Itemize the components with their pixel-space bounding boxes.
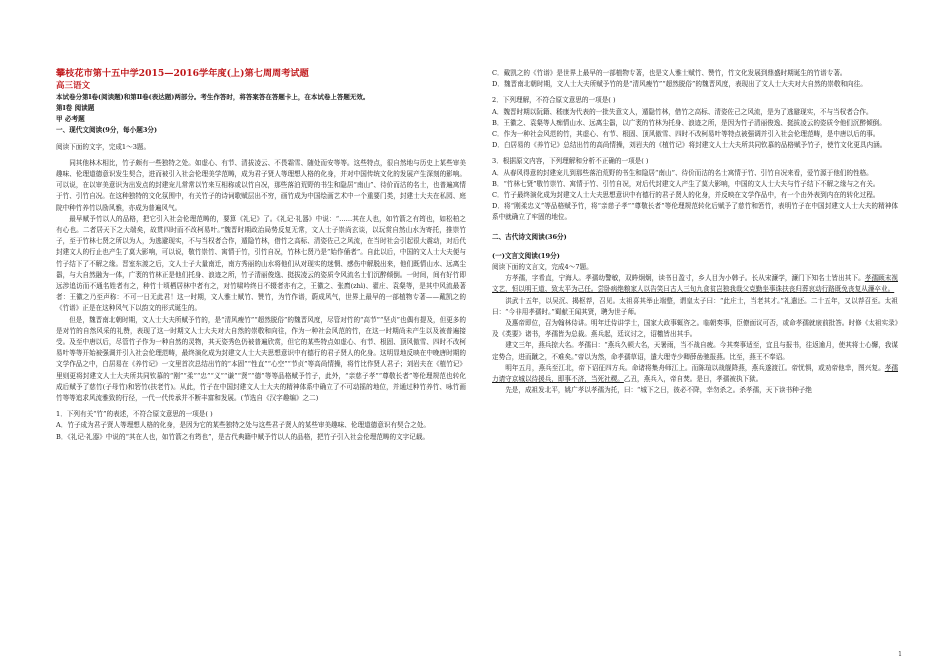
question-2-option-a: A．魏晋时期以阮籍、嵇康为代表的一批失意文人，遁隐竹林，借竹之高标、清姿佐己之风流，是为了逃避现实，不与当权者合作。: [492, 107, 873, 116]
section1-heading: 一、现代文阅读(9分，每小题3分): [56, 126, 158, 135]
question-2: 2．下列理解，不符合原文意思的一项是( ): [492, 96, 616, 105]
classical-paragraph-1: [492, 273, 898, 295]
question-3-option-c: C．竹子最终演化成为封建文人士大夫思想意识中有德行的君子贤人的化身，并反映在文学作品中，有一个由外表到内在的转化过程。: [492, 191, 880, 200]
question-3-option-a: A．从春风得意的封建宠儿到那些落泊荒野的书生和隐居“南山”、待价而沽的名士寓情于竹、引竹自况来看，爱竹源于他们的性格。: [492, 168, 873, 177]
question-2-option-b: B．王徽之、袁粲等人痴情山水、远离尘嚣，以广袤的竹林为托身、浪迹之所，是因为竹子清丽俊逸、挺拔凌云的姿质令他们沉醉倾倒。: [492, 118, 886, 127]
classical-text: 方孝孺，字希直，宁海人。孝孺幼警敏，双眸炯炯，读书日盈寸，乡人目为小韩子。长从宋濂学，濂门下知名士皆出其下。: [505, 274, 865, 283]
question-2-option-d: D．白居易的《养竹记》总结出竹的高尚情操，刘岩夫的《植竹记》将封建文人士大夫所共同钦慕的品格赋予竹子，使竹文化更具内涵。: [492, 141, 887, 150]
passage-paragraph-2: 最早赋予竹以人的品格，把它引入社会伦理范畴的，要算《礼记》了。《礼记·礼器》中说：“……其在人也，如竹箭之有筠也，如松柏之有心也。二者居天下之大端矣，故贯四时而不改柯易叶。”魏晋时期政治局势反复无常，文人士子崇尚玄谈，以玩赏自然山水为寄托，推崇竹子，至于竹林七贤之所以为人，为逃避现实，不与当权者合作，遁隐竹林，借竹之高标、清姿佐己之风流，在当时社会引起很大震动，对后代封建文人的行止也产生了莫大影响，可以说，敬竹崇竹、寓情于竹，引竹自况，竹林七贤乃是“始作俑者”。自此以后，中国的文人士大夫便与竹子结下了不解之缘。晋室东渡之后，文人士子大量南迁，南方秀丽的山水将他们从对现实的迷惘、感伤中解脱出来，他们既情山水、远离尘嚣，与大自然融为一体，广袤的竹林正是他们托身、浪迹之所，竹子清丽俊逸、挺拔凌云的姿质令风流名士们沉醉倾倒。一时间，间有好竹即远涉追访而不通名姓者有之，种竹十顷栖居林中者有之，对竹啸吟终日不辍者亦有之，王徽之、张廌(zhì)、翟庄、袁粲等，是其中风流最著者：王徽之乃至声称：不可一日无此君！这一时期，文人雅士赋竹、赞竹，为竹作谱，蔚成风气，世界上最早的一部植物专著——戴凯之的《竹谱》正是在这种风气下以韵文的形式诞生的。: [56, 214, 466, 313]
classical-paragraph-2: 洪武十五年，以吴沉、揭枢荐，召见。太祖喜其举止端整，谓皇太子曰：“此庄士，当老其才。”礼遣还。二十五年，又以荐召至。太祖曰：“今非用孝孺时。”蜀献王闻其贤，聘为世子师。: [492, 296, 898, 316]
classical-subsection-heading: (一)文言文阅读(19分): [492, 251, 560, 260]
underlined-sentence-3: 孝孺力请守京城以待援兵，即事不济，当死社稷。: [492, 363, 899, 384]
section1-intro: 阅读下面的文字，完成1～3题。: [56, 142, 151, 151]
page-number: 1: [898, 651, 902, 658]
question-1-option-a: A．竹子成为君子贤人等理想人格的化身，是因为它的某些独特之处与这些君子贤人的某些审美趣味、伦理道德意识有契合之处。: [56, 421, 431, 430]
exam-subtitle: 高三语文: [56, 81, 91, 91]
classical-paragraph-6: 先是，成祖发北平，姚广孝以孝孺为托，曰：“城下之日，彼必不降，幸勿杀之。杀孝孺，天下读书种子绝: [505, 386, 812, 395]
volume-heading: 第Ⅰ卷 阅读题: [56, 104, 95, 112]
question-3-option-b: B．“竹林七贤”敬竹崇竹、寓情于竹、引竹自况，对后代封建文人产生了莫大影响，中国的文人士大夫与竹子结下不解之缘与之有关。: [492, 179, 880, 188]
exam-title: 攀枝花市第十五中学2015—2016学年度(上)第七周周考试题: [56, 68, 309, 79]
section2-heading: 二、古代诗文阅读(36分): [492, 232, 567, 241]
part-heading: 甲 必考题: [56, 115, 85, 124]
question-1-option-b: B．《礼记·礼器》中说的“其在人也，如竹箭之有筠也”，是古代典籍中赋予竹以人的品格，把竹子引入社会伦理范畴的文字记载。: [56, 432, 430, 441]
classical-text: 乙丑，燕兵入，帝自焚。是日，孝孺被执下狱。: [623, 375, 763, 384]
question-1: 1．下列有关“竹”的表述，不符合原文意思的一项是( ): [56, 410, 213, 419]
classical-paragraph-3: 及惠帝即位，召为翰林侍讲。明年迁侍讲学士，国家大政事辄咨之。临朝奏事，臣僚面议可否，或命孝孺就扆前批答。时修《太祖实录》及《类要》诸书，孝孺皆为总裁。燕兵起，廷议讨之，诏檄皆出其手。: [492, 319, 898, 339]
question-1-option-d: D．魏晋南北朝时期，文人士大夫所赋予竹的是“清风瘦竹”“超然脱俗”的魏晋风度，表现出了文人士大夫对大自然的崇敬和向往。: [492, 80, 867, 89]
passage-paragraph-1: 同其他林木相比，竹子颇有一些独特之处。如虚心、有节、清拔凌云、不畏霜雪、随处而安等等。这些特点，很自然地与历史上某些审美趣味、伦理道德意识发生契合，进而被引入社会伦理美学范畴，成为君子贤人等理想人格的化身，并对中国传统文化的发展产生深刻的影响。可以说，在以审美意识为出发点的封建宠儿常常以竹来互相称或以竹自况，那些落泊荒野的书生和隐居“南山”、待价而沽的名士，也普遍寓情于竹、引竹自况。在这种独特的文化氛围中，有关竹子的诗词歌赋层出不穷，画竹成为中国绘画艺术中一个重要门类，封建士大夫在私园、庭院中种竹养竹以励风雅，亦成为普遍风气。: [56, 158, 466, 212]
underlined-sentence-2: 尝卧病绝粮家人以告笑曰古人三旬九食贫岂独我哉父克勤坐事诛扶丧归葬哀动行路既免丧复从濂卒业。: [597, 285, 895, 294]
question-1-option-c: C．戴凯之的《竹谱》是世界上最早的一部植物专著，也是文人雅士赋竹、赞竹，竹文化发展到鼎盛时期诞生的竹谱专著。: [492, 69, 847, 77]
exam-notice: 本试卷分第Ⅰ卷(阅读题)和第Ⅱ卷(表达题)两部分。考生作答时，将答案答在答题卡上，在本试卷上答题无效。: [56, 93, 370, 101]
classical-paragraph-4: 建文三年，燕兵掠大名。孝孺曰：“燕兵久顿大名，天暑雨，当不战自疲。今其奏事适至，宜且与报书，往返逾月，使其将士心懈，我谋定势合，进而蹴之，不难矣。”帝以为然，命孝孺草诏，遣大理寺少卿薛嵒驰报燕。比至，燕王不奉诏。: [492, 341, 898, 361]
passage-paragraph-3: 但是，魏晋南北朝时期，文人士大夫所赋予竹的，是“清风瘦竹”“超然脱俗”的魏晋风度，尽管对竹的“高节”“坚贞”也偶有提及，但更多的是对竹的自然风采的礼赞，表现了这一时期文人士大夫对大自然的崇敬和向往，作为一种社会风范的竹，在这一时期尚未产生以及被普遍接受。及至中唐以后，尽管竹子作为一种自然的灵物，其天姿秀色仍被普遍欣赏，但它的某些特点如虚心、有节、根固、顶风傲雪、四时不改柯易叶等等开始被强调并引入社会伦理范畴，最终演化成为封建文人士大夫思想意识中有德行的君子贤人的化身。这明显地反映在中晚唐时期的文学作品之中，白居易在《养竹记》一文里首次总结出竹的“本固”“性直”“心空”“节贞”等高尚情操，将竹比作贤人君子；刘岩夫在《植竹记》里则更将封建文人士大夫所共同钦慕的“刚”“柔”“忠”“义”“谦”“贤”“德”等等品格赋予竹子，此外，“亲慈子孝”“尊敬长者”等伦理规范也转化成后赋予了慈竹(子母竹)和箬竹(扶老竹)。从此，竹子在中国封建文人士大夫的精神体系中确立了不可动摇的地位，并通过种竹养竹、咏竹画竹等等追求风流雅致的行径，一代一代传承并不断丰富和发展。(节选自《汉字趣编》之二): [56, 315, 466, 403]
question-3: 3．根据原文内容，下列理解和分析不正确的一项是( ): [492, 157, 649, 166]
left-column: [56, 68, 466, 443]
classical-text: 明年五月，燕兵至江北，帝下诏征四方兵。命诸将集舟师江上。而陈瑄以战舰降燕，燕兵遂渡江。帝忧惧，或劝帝他幸，图兴复。: [505, 363, 885, 372]
classical-intro: 阅读下面的文言文，完成4～7题。: [492, 263, 593, 272]
question-2-option-c: C．作为一种社会风范的竹，其虚心、有节、根固、顶风傲雪、四时不改柯易叶等特点被强调并引入社会伦理范畴，是中唐以后的事。: [492, 130, 880, 139]
question-3-option-d: D．将“刚柔忠义”等品格赋予竹，将“亲慈子孝”“尊敬长者”等伦理规范转化后赋予了慈竹和箬竹，表明竹子在中国封建文人士大夫的精神体系中就确立了牢固的地位。: [492, 202, 898, 222]
right-column: [492, 68, 898, 396]
classical-paragraph-5: [492, 363, 898, 385]
underlined-sentence-1: 孝孺顾末视文艺，恒以明王道、致太平为己任。: [492, 274, 899, 294]
